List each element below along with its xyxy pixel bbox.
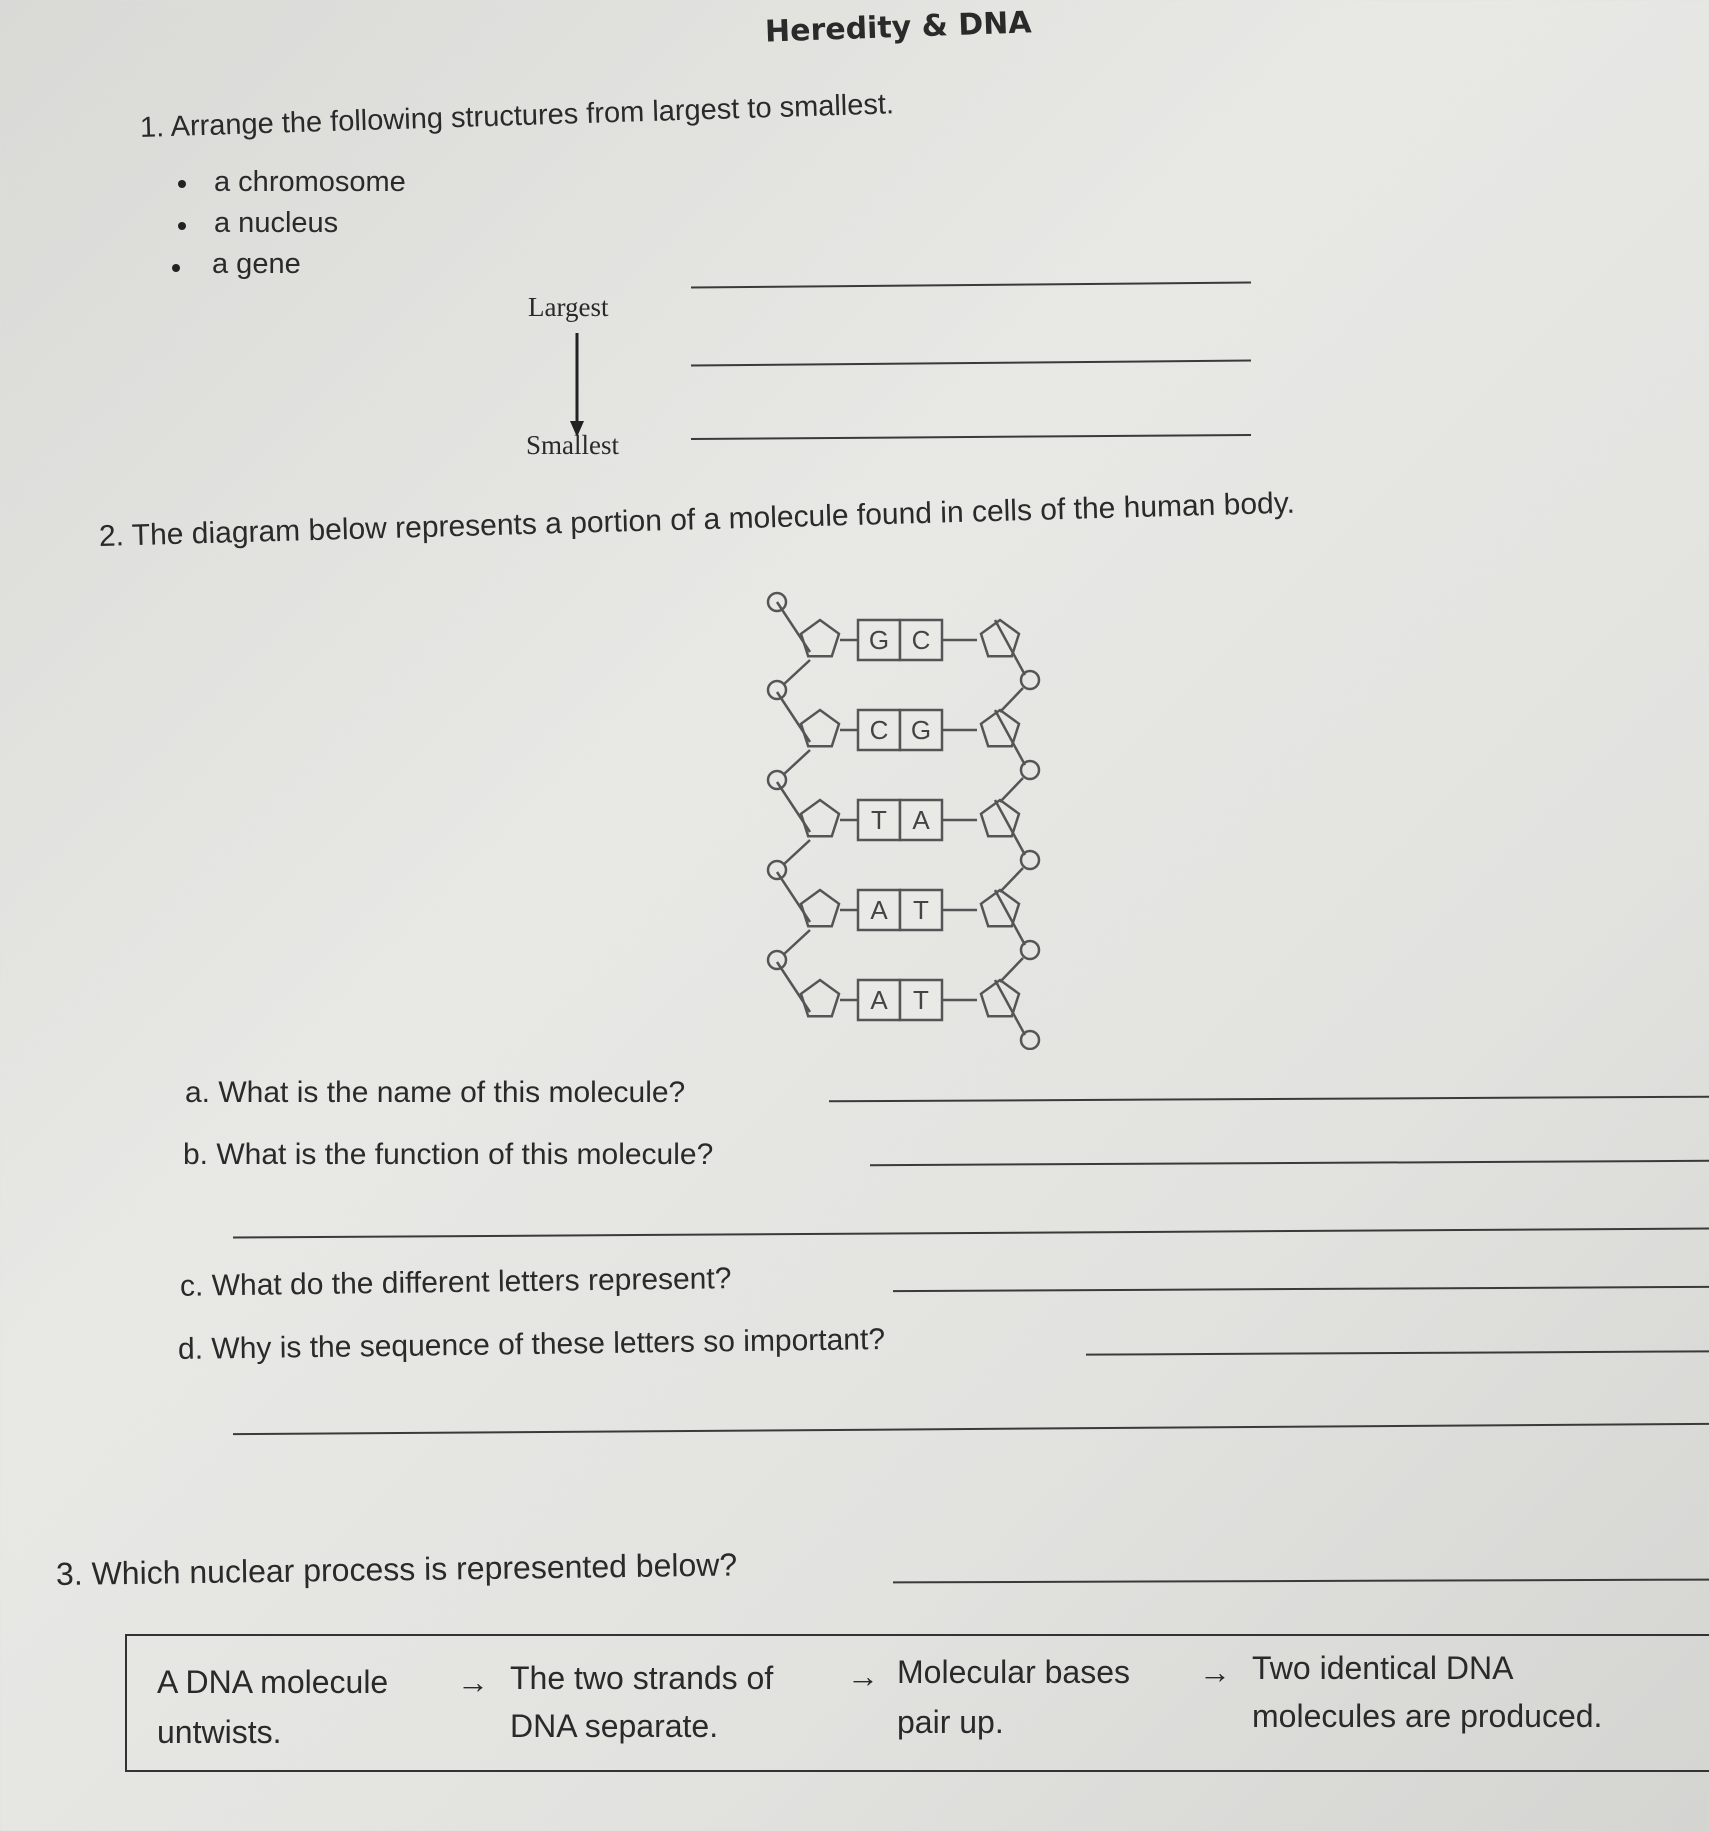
- phosphate-icon: [1021, 671, 1039, 689]
- sugar-icon: [981, 980, 1019, 1016]
- dna-diagram: [755, 580, 1075, 1050]
- phosphate-icon: [768, 861, 786, 879]
- step-1-line-1: A DNA molecule: [157, 1664, 389, 1700]
- backbone-line: [777, 782, 810, 832]
- base-letter: T: [913, 985, 929, 1015]
- answer-blank-2d-cont[interactable]: [233, 1423, 1709, 1435]
- base-letter: C: [911, 625, 931, 655]
- bullet-icon: [178, 180, 186, 188]
- question-2b: b. What is the function of this molecule?: [183, 1138, 714, 1171]
- backbone-line: [1000, 868, 1023, 892]
- smallest-label: Smallest: [526, 430, 619, 460]
- answer-blank-2a[interactable]: [829, 1096, 1709, 1103]
- step-3-line-2: pair up.: [897, 1704, 1004, 1740]
- largest-label: Largest: [528, 292, 609, 322]
- phosphate-icon: [1021, 1031, 1039, 1049]
- backbone-line: [777, 602, 810, 652]
- backbone-line: [777, 962, 810, 1012]
- base-letter: T: [913, 895, 929, 925]
- list-item: a gene: [212, 248, 301, 280]
- step-2-line-1: The two strands of: [510, 1660, 774, 1696]
- bullet-icon: [172, 264, 180, 272]
- list-item: a nucleus: [214, 207, 339, 239]
- base-letter: A: [870, 985, 888, 1015]
- answer-blank-3[interactable]: [893, 1579, 1709, 1584]
- base-letter: A: [912, 805, 930, 835]
- phosphate-icon: [768, 771, 786, 789]
- answer-blank-2d[interactable]: [1086, 1350, 1709, 1355]
- phosphate-icon: [768, 681, 786, 699]
- answer-blank-largest[interactable]: [691, 282, 1251, 289]
- base-letter: G: [868, 625, 890, 655]
- phosphate-icon: [1021, 851, 1039, 869]
- backbone-line: [783, 750, 810, 775]
- sugar-icon: [801, 710, 839, 746]
- step-3-line-1: Molecular bases: [897, 1654, 1130, 1690]
- base-letter: T: [871, 805, 887, 835]
- phosphate-icon: [768, 951, 786, 969]
- step-1-line-2: untwists.: [157, 1714, 282, 1750]
- down-arrow-icon: [565, 333, 589, 438]
- step-4-line-2: molecules are produced.: [1252, 1698, 1603, 1734]
- sugar-icon: [801, 800, 839, 836]
- sugar-icon: [981, 890, 1019, 926]
- backbone-line: [777, 872, 810, 922]
- answer-blank-2b[interactable]: [870, 1160, 1709, 1166]
- answer-blank-2b-cont[interactable]: [233, 1227, 1709, 1238]
- sugar-icon: [801, 620, 839, 656]
- backbone-line: [783, 930, 810, 955]
- sugar-icon: [801, 890, 839, 926]
- answer-blank-smallest[interactable]: [691, 434, 1251, 440]
- page-title: Heredity & DNA: [764, 5, 1033, 50]
- bullet-icon: [178, 222, 186, 230]
- backbone-line: [1000, 688, 1023, 712]
- backbone-line: [783, 660, 810, 685]
- phosphate-icon: [1021, 761, 1039, 779]
- sugar-icon: [801, 980, 839, 1016]
- step-2-line-2: DNA separate.: [510, 1708, 719, 1744]
- question-2d: d. Why is the sequence of these letters so important?: [177, 1323, 886, 1366]
- arrow-icon: →: [1199, 1654, 1231, 1690]
- step-4-line-1: Two identical DNA: [1252, 1650, 1514, 1686]
- list-item: a chromosome: [214, 166, 406, 198]
- sugar-icon: [981, 800, 1019, 836]
- base-letter: C: [869, 715, 889, 745]
- backbone-line: [1000, 778, 1023, 802]
- base-letter: A: [870, 895, 888, 925]
- question-2a: a. What is the name of this molecule?: [185, 1076, 686, 1109]
- question-1: 1. Arrange the following structures from largest to smallest.: [139, 88, 895, 144]
- arrow-icon: →: [457, 1664, 489, 1700]
- backbone-line: [783, 840, 810, 865]
- question-3: 3. Which nuclear process is represented below?: [55, 1546, 738, 1592]
- answer-blank-middle[interactable]: [691, 360, 1251, 367]
- backbone-line: [777, 692, 810, 742]
- sugar-icon: [981, 620, 1019, 656]
- phosphate-icon: [1021, 941, 1039, 959]
- process-box: [125, 1634, 1709, 1772]
- question-2: 2. The diagram below represents a portion of a molecule found in cells of the human body.: [98, 486, 1296, 553]
- sugar-icon: [981, 710, 1019, 746]
- question-2c: c. What do the different letters represent?: [179, 1262, 732, 1303]
- arrow-icon: →: [847, 1658, 879, 1694]
- answer-blank-2c[interactable]: [893, 1286, 1709, 1292]
- base-letter: G: [910, 715, 932, 745]
- backbone-line: [1000, 958, 1023, 982]
